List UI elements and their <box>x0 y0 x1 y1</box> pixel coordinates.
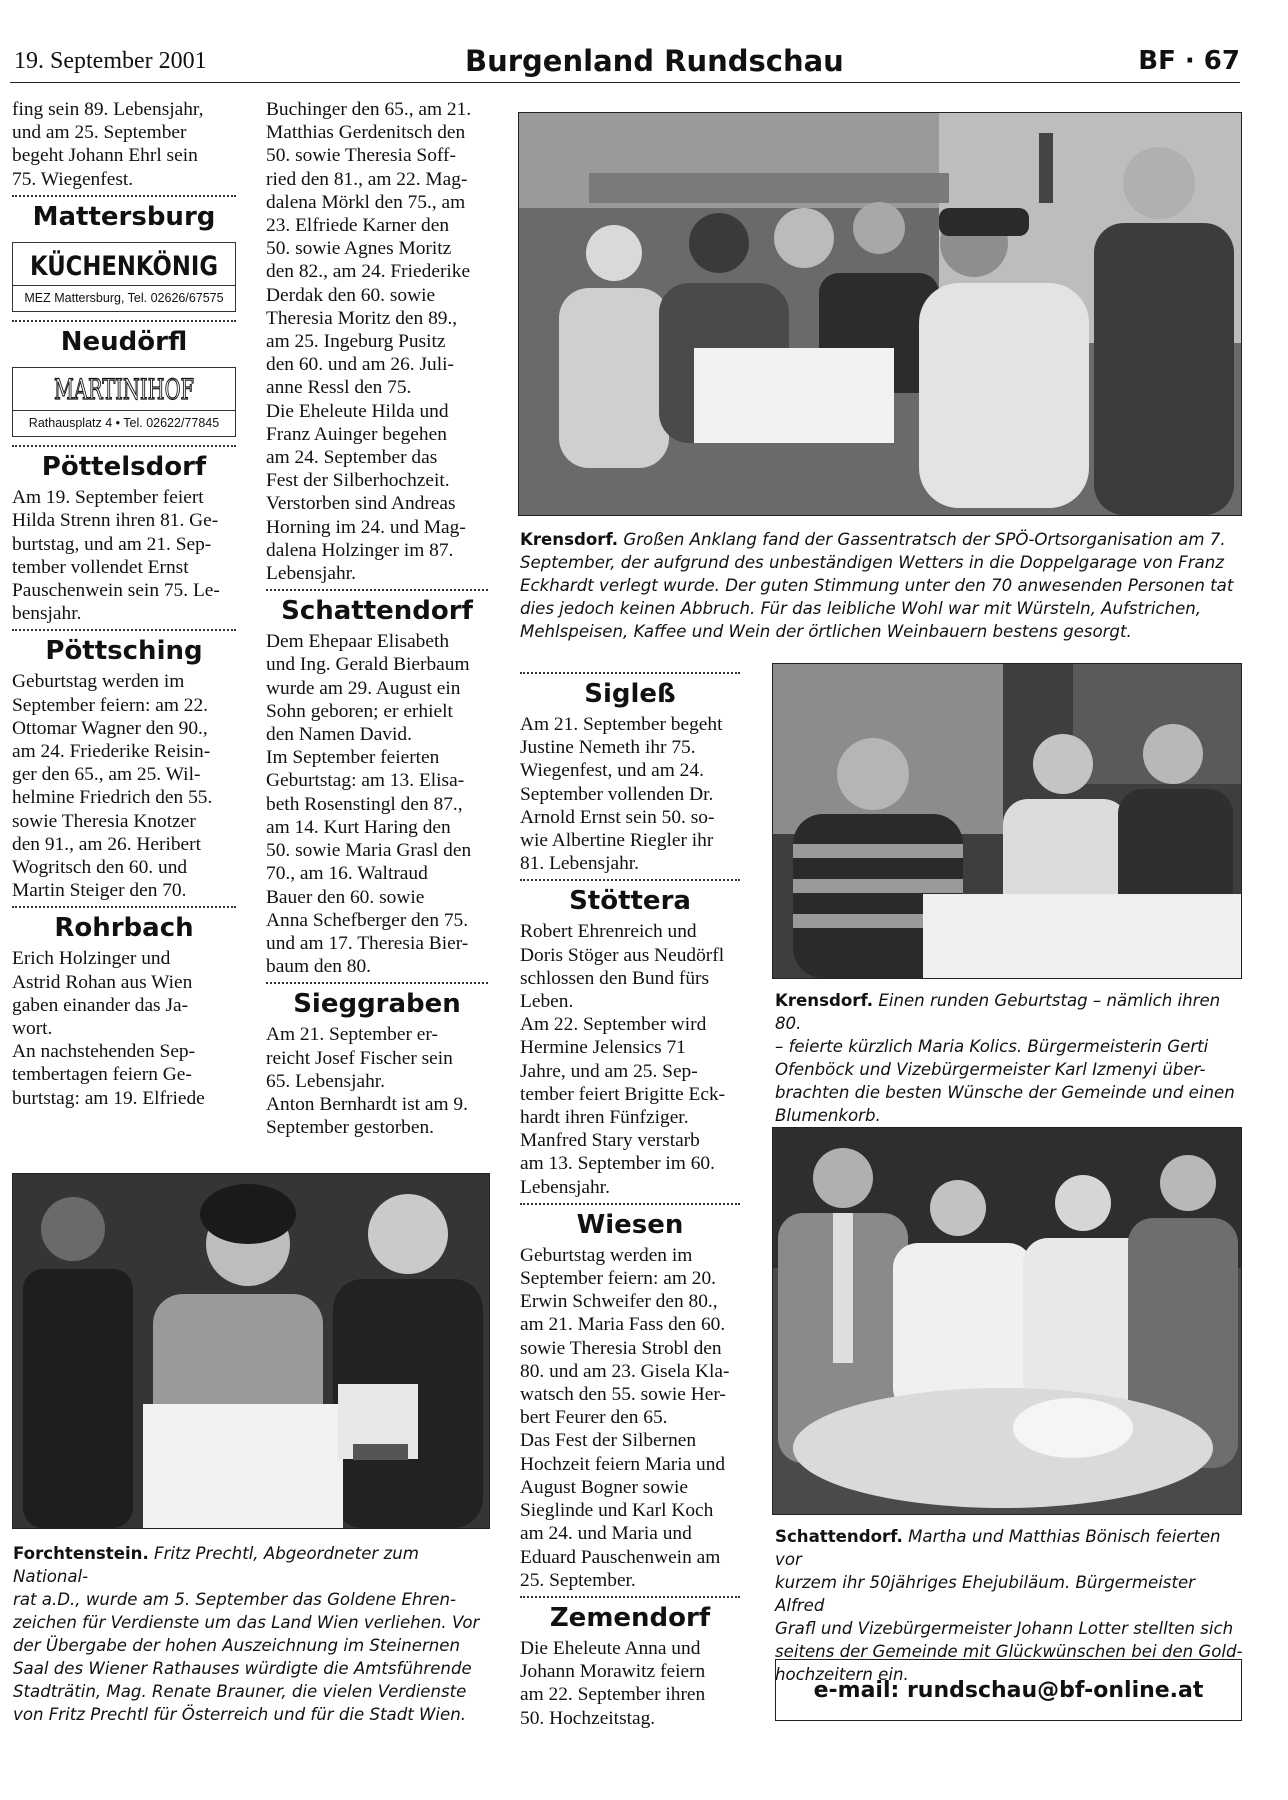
caption-line: rat a.D., wurde am 5. September das Goldene Ehren- <box>13 1590 456 1609</box>
dotted-divider <box>12 906 236 908</box>
caption-line: Stadträtin, Mag. Renate Brauner, die vielen Verdienste <box>13 1682 467 1701</box>
text-line: am 24. September das <box>266 447 438 469</box>
poettsching-text <box>12 670 236 902</box>
text-line: ger den 65., am 25. Wil- <box>12 764 201 786</box>
caption-line <box>520 528 1242 551</box>
schattendorf-text <box>266 630 488 978</box>
text-line: burtstag, und am 21. Sep- <box>12 533 212 555</box>
caption-line: Saal des Wiener Rathauses würdigte die Amtsführende <box>13 1659 472 1678</box>
text-line: begeht Johann Ehrl sein <box>12 145 198 167</box>
text-line: Dem Ehepaar Elisabeth <box>266 631 450 653</box>
caption-forchtenstein-award <box>13 1542 493 1726</box>
text-line: den 60. und am 26. Juli- <box>266 354 454 376</box>
text-line: anne Ressl den 75. <box>266 377 412 399</box>
poettelsdorf-text <box>12 486 236 625</box>
column-2 <box>266 98 488 1139</box>
caption-line: hochzeitern ein. <box>775 1665 909 1684</box>
text-line: Sohn geboren; er erhielt <box>266 700 453 722</box>
caption-line: Mehlspeisen, Kaffee und Wein der örtlichen Weinbauern bestens gesorgt. <box>520 622 1132 641</box>
caption-krensdorf-gathering <box>520 528 1242 643</box>
heading-sigless: Sigleß <box>584 679 676 709</box>
caption-place: Krensdorf. <box>520 530 619 549</box>
text-line: Theresia Moritz den 89., <box>266 307 458 329</box>
heading-poettelsdorf: Pöttelsdorf <box>41 452 207 483</box>
text-line: hardt ihren Fünfziger. <box>520 1107 689 1129</box>
text-line: tembertagen feiern Ge- <box>12 1064 192 1086</box>
text-line: Das Fest der Silbernen <box>520 1430 697 1452</box>
sieggraben-text <box>266 1023 488 1139</box>
text-line: wort. <box>12 1018 53 1040</box>
text-line: schlossen den Bund fürs <box>520 967 710 989</box>
text-line: Verstorben sind Andreas <box>266 493 456 515</box>
text-line: und am 17. Theresia Bier- <box>266 932 469 954</box>
text-line: Hilda Strenn ihren 81. Ge- <box>12 510 219 532</box>
heading-schattendorf: Schattendorf <box>281 596 473 627</box>
text-line: Martin Steiger den 70. <box>12 880 187 902</box>
heading-sieggraben: Sieggraben <box>293 989 461 1020</box>
issue-date: 19. September 2001 <box>14 48 207 74</box>
caption-line <box>775 989 1245 1035</box>
caption-line: zeichen für Verdienste um das Land Wien verliehen. Vor <box>13 1613 480 1632</box>
dotted-divider <box>12 195 236 197</box>
text-line: Geburtstag werden im <box>12 671 185 693</box>
text-line: Derdak den 60. sowie <box>266 284 436 306</box>
text-line: Fest der Silberhochzeit. <box>266 470 450 492</box>
heading-mattersburg: Mattersburg <box>32 201 216 232</box>
text-line: Robert Ehrenreich und <box>520 921 697 943</box>
text-line: 65. Lebensjahr. <box>266 1070 386 1092</box>
text-line: Manfred Stary verstarb <box>520 1130 700 1152</box>
text-line: Franz Auinger begehen <box>266 423 447 445</box>
text-line: baum den 80. <box>266 956 372 978</box>
dotted-divider <box>520 879 740 881</box>
column-3 <box>520 668 740 1730</box>
text-line: Pauschenwein sein 75. Le- <box>12 580 220 602</box>
page-number: BF · 67 <box>1138 46 1240 76</box>
text-line: burtstag: am 19. Elfriede <box>12 1087 205 1109</box>
text-line: 50. sowie Agnes Moritz <box>266 238 452 260</box>
text-line: Buchinger den 65., am 21. <box>266 99 472 120</box>
caption-line: dies jedoch keinen Abbruch. Für das leibliche Wohl war mit Würsteln, Aufstrichen, <box>520 599 1202 618</box>
text-line: Anna Schefberger den 75. <box>266 909 469 931</box>
caption-line: brachten die besten Wünsche der Gemeinde und einen <box>775 1083 1235 1102</box>
caption-line: der Übergabe der hohen Auszeichnung im Steinernen <box>13 1636 461 1655</box>
caption-text: Fritz Prechtl, Abgeordneter zum National- <box>13 1544 419 1586</box>
text-line: und am 25. September <box>12 122 187 144</box>
stoettera-text <box>520 920 740 1198</box>
caption-line: September, der aufgrund des unbeständigen Wetters in die Doppelgarage von Franz <box>520 553 1224 572</box>
caption-line: Blumenkorb. <box>775 1106 881 1125</box>
text-line: Lebensjahr. <box>520 1176 610 1198</box>
ad-address: Rathausplatz 4 • Tel. 02622/77845 <box>13 410 235 436</box>
text-line: Am 21. September begeht <box>520 714 723 735</box>
text-line: Die Eheleute Anna und <box>520 1637 701 1659</box>
caption-line: Eckhardt verlegt wurde. Der guten Stimmung unter den 70 anwesenden Personen tat <box>520 576 1234 595</box>
intro-text <box>266 98 488 585</box>
caption-place: Forchtenstein. <box>13 1544 149 1563</box>
text-line: dalena Mörkl den 75., am <box>266 191 466 213</box>
dotted-divider <box>12 445 236 447</box>
zemendorf-text <box>520 1637 740 1730</box>
text-line: Sieglinde und Karl Koch <box>520 1500 714 1522</box>
text-line: 80. und am 23. Gisela Kla- <box>520 1360 730 1382</box>
text-line: Matthias Gerdenitsch den <box>266 122 466 144</box>
caption-line: von Fritz Prechtl für Österreich und für die Stadt Wien. <box>13 1705 467 1724</box>
text-line: bensjahr. <box>12 603 82 625</box>
text-line: An nachstehenden Sep- <box>12 1041 196 1063</box>
caption-line <box>775 1525 1245 1571</box>
dotted-divider <box>266 589 488 591</box>
intro-text <box>12 98 236 191</box>
text-line: watsch den 55. sowie Her- <box>520 1384 726 1406</box>
caption-text: Martha und Matthias Bönisch feierten vor <box>775 1527 1221 1569</box>
heading-zemendorf: Zemendorf <box>549 1602 711 1633</box>
caption-line: – feierte kürzlich Maria Kolics. Bürgermeisterin Gerti <box>775 1037 1209 1056</box>
ad-logo-text: MARTINIHOF <box>54 373 194 407</box>
rohrbach-text <box>12 947 236 1109</box>
text-line: wurde am 29. August ein <box>266 677 461 699</box>
text-line: und Ing. Gerald Bierbaum <box>266 654 470 676</box>
dotted-divider <box>520 672 740 674</box>
text-line: dalena Holzinger im 87. <box>266 539 454 561</box>
text-line: helmine Friedrich den 55. <box>12 787 213 809</box>
caption-line <box>13 1542 493 1588</box>
ad-logo-text: KÜCHENKÖNIG <box>30 250 254 282</box>
text-line: am 25. Ingeburg Pusitz <box>266 331 446 353</box>
text-line: 70., am 16. Waltraud <box>266 863 428 885</box>
caption-text: Großen Anklang fand der Gassentratsch der SPÖ-Ortsorganisation am 7. <box>623 530 1226 549</box>
photo-forchtenstein-award <box>12 1173 490 1529</box>
text-line: August Bogner sowie <box>520 1476 689 1498</box>
text-line: 23. Elfriede Karner den <box>266 215 450 237</box>
text-line: Ottomar Wagner den 90., <box>12 717 208 739</box>
text-line: beth Rosenstingl den 87., <box>266 793 463 815</box>
text-line: am 22. September ihren <box>520 1684 706 1706</box>
text-line: September feiern: am 20. <box>520 1268 716 1290</box>
caption-krensdorf-birthday <box>775 989 1245 1127</box>
sigless-text <box>520 713 740 875</box>
text-line: Die Eheleute Hilda und <box>266 400 449 422</box>
dotted-divider <box>266 982 488 984</box>
text-line: 81. Lebensjahr. <box>520 853 640 875</box>
text-line: Wogritsch den 60. und <box>12 857 188 879</box>
text-line: September gestorben. <box>266 1117 435 1139</box>
text-line: am 24. und Maria und <box>520 1523 692 1545</box>
wiesen-text <box>520 1244 740 1592</box>
ad-martinihof <box>12 367 236 437</box>
dotted-divider <box>520 1203 740 1205</box>
text-line: reicht Josef Fischer sein <box>266 1047 453 1069</box>
text-line: sowie Theresia Strobl den <box>520 1337 722 1359</box>
heading-wiesen: Wiesen <box>576 1209 684 1240</box>
kuechenkoenig-logo <box>13 243 254 285</box>
caption-place: Krensdorf. <box>775 991 874 1010</box>
text-line: Jahre, und am 25. Sep- <box>520 1060 698 1082</box>
text-line: Astrid Rohan aus Wien <box>12 971 193 993</box>
caption-place: Schattendorf. <box>775 1527 903 1546</box>
text-line: Johann Morawitz feiern <box>520 1661 706 1683</box>
text-line: 50. sowie Maria Grasl den <box>266 840 472 862</box>
caption-line: Ofenböck und Vizebürgermeister Karl Izmenyi über- <box>775 1060 1206 1079</box>
text-line: am 21. Maria Fass den 60. <box>520 1314 726 1336</box>
text-line: Horning im 24. und Mag- <box>266 516 466 538</box>
text-line: Am 19. September feiert <box>12 487 204 509</box>
text-line: den Namen David. <box>266 724 412 746</box>
ad-kuechenkoenig <box>12 242 254 312</box>
text-line: Arnold Ernst sein 50. so- <box>520 806 715 828</box>
caption-text: Einen runden Geburtstag – nämlich ihren 80. <box>775 991 1221 1033</box>
text-line: 25. September. <box>520 1569 636 1591</box>
text-line: Am 21. September er- <box>266 1024 438 1046</box>
martinihof-logo <box>13 368 235 410</box>
text-line: gaben einander das Ja- <box>12 994 189 1016</box>
text-line: wie Albertine Riegler ihr <box>520 830 714 852</box>
email-address[interactable]: e-mail: rundschau@bf-online.at <box>813 1677 1204 1703</box>
text-line: Hermine Jelensics 71 <box>520 1037 686 1059</box>
text-line: den 91., am 26. Heribert <box>12 833 202 855</box>
text-line: den 82., am 24. Friederike <box>266 261 471 283</box>
caption-line: Grafl und Vizebürgermeister Johann Lotter stellten sich <box>775 1619 1234 1638</box>
heading-stoettera: Stöttera <box>569 886 691 917</box>
text-line: Erich Holzinger und <box>12 948 171 970</box>
email-contact-box <box>775 1659 1242 1721</box>
dotted-divider <box>520 1596 740 1598</box>
text-line: Justine Nemeth ihr 75. <box>520 737 696 759</box>
text-line: am 14. Kurt Haring den <box>266 816 451 838</box>
photo-krensdorf-gathering <box>518 112 1242 516</box>
text-line: am 24. Friederike Reisin- <box>12 741 211 763</box>
text-line: Doris Stöger aus Neudörfl <box>520 944 725 966</box>
text-line: Geburtstag werden im <box>520 1244 693 1266</box>
caption-line: kurzem ihr 50jähriges Ehejubiläum. Bürgermeister Alfred <box>775 1573 1195 1615</box>
heading-poettsching: Pöttsching <box>45 636 203 667</box>
text-line: Hochzeit feiern Maria und <box>520 1453 726 1475</box>
text-line: 50. sowie Theresia Soff- <box>266 145 456 167</box>
caption-line: seitens der Gemeinde mit Glückwünschen bei den Gold- <box>775 1642 1243 1661</box>
text-line: bert Feurer den 65. <box>520 1407 668 1429</box>
text-line: Erwin Schweifer den 80., <box>520 1291 718 1313</box>
text-line: Bauer den 60. sowie <box>266 886 425 908</box>
text-line: sowie Theresia Knotzer <box>12 810 196 832</box>
photo-krensdorf-birthday <box>772 663 1242 979</box>
text-line: September vollenden Dr. <box>520 783 714 805</box>
text-line: fing sein 89. Lebensjahr, <box>12 99 204 120</box>
text-line: tember vollendet Ernst <box>12 556 189 578</box>
text-line: Wiegenfest, und am 24. <box>520 760 704 782</box>
text-line: ried den 81., am 22. Mag- <box>266 168 468 190</box>
text-line: September feiern: am 22. <box>12 694 208 716</box>
dotted-divider <box>12 320 236 322</box>
text-line: Am 22. September wird <box>520 1014 707 1036</box>
text-line: Anton Bernhardt ist am 9. <box>266 1093 468 1115</box>
page-header <box>10 40 1240 83</box>
newspaper-title: Burgenland Rundschau <box>465 44 844 78</box>
photo-schattendorf-jubilee <box>772 1127 1242 1515</box>
text-line: Lebensjahr. <box>266 563 356 585</box>
text-line: Im September feierten <box>266 747 440 769</box>
ad-address: MEZ Mattersburg, Tel. 02626/67575 <box>13 285 235 311</box>
text-line: Leben. <box>520 991 574 1013</box>
text-line: Eduard Pauschenwein am <box>520 1546 721 1568</box>
text-line: 50. Hochzeitstag. <box>520 1707 656 1729</box>
heading-neudoerfl: Neudörfl <box>60 327 188 358</box>
text-line: am 13. September im 60. <box>520 1153 715 1175</box>
dotted-divider <box>12 629 236 631</box>
text-line: tember feiert Brigitte Eck- <box>520 1083 726 1105</box>
heading-rohrbach: Rohrbach <box>54 913 194 944</box>
column-1 <box>12 98 254 1110</box>
text-line: 75. Wiegenfest. <box>12 168 134 190</box>
text-line: Geburtstag: am 13. Elisa- <box>266 770 465 792</box>
